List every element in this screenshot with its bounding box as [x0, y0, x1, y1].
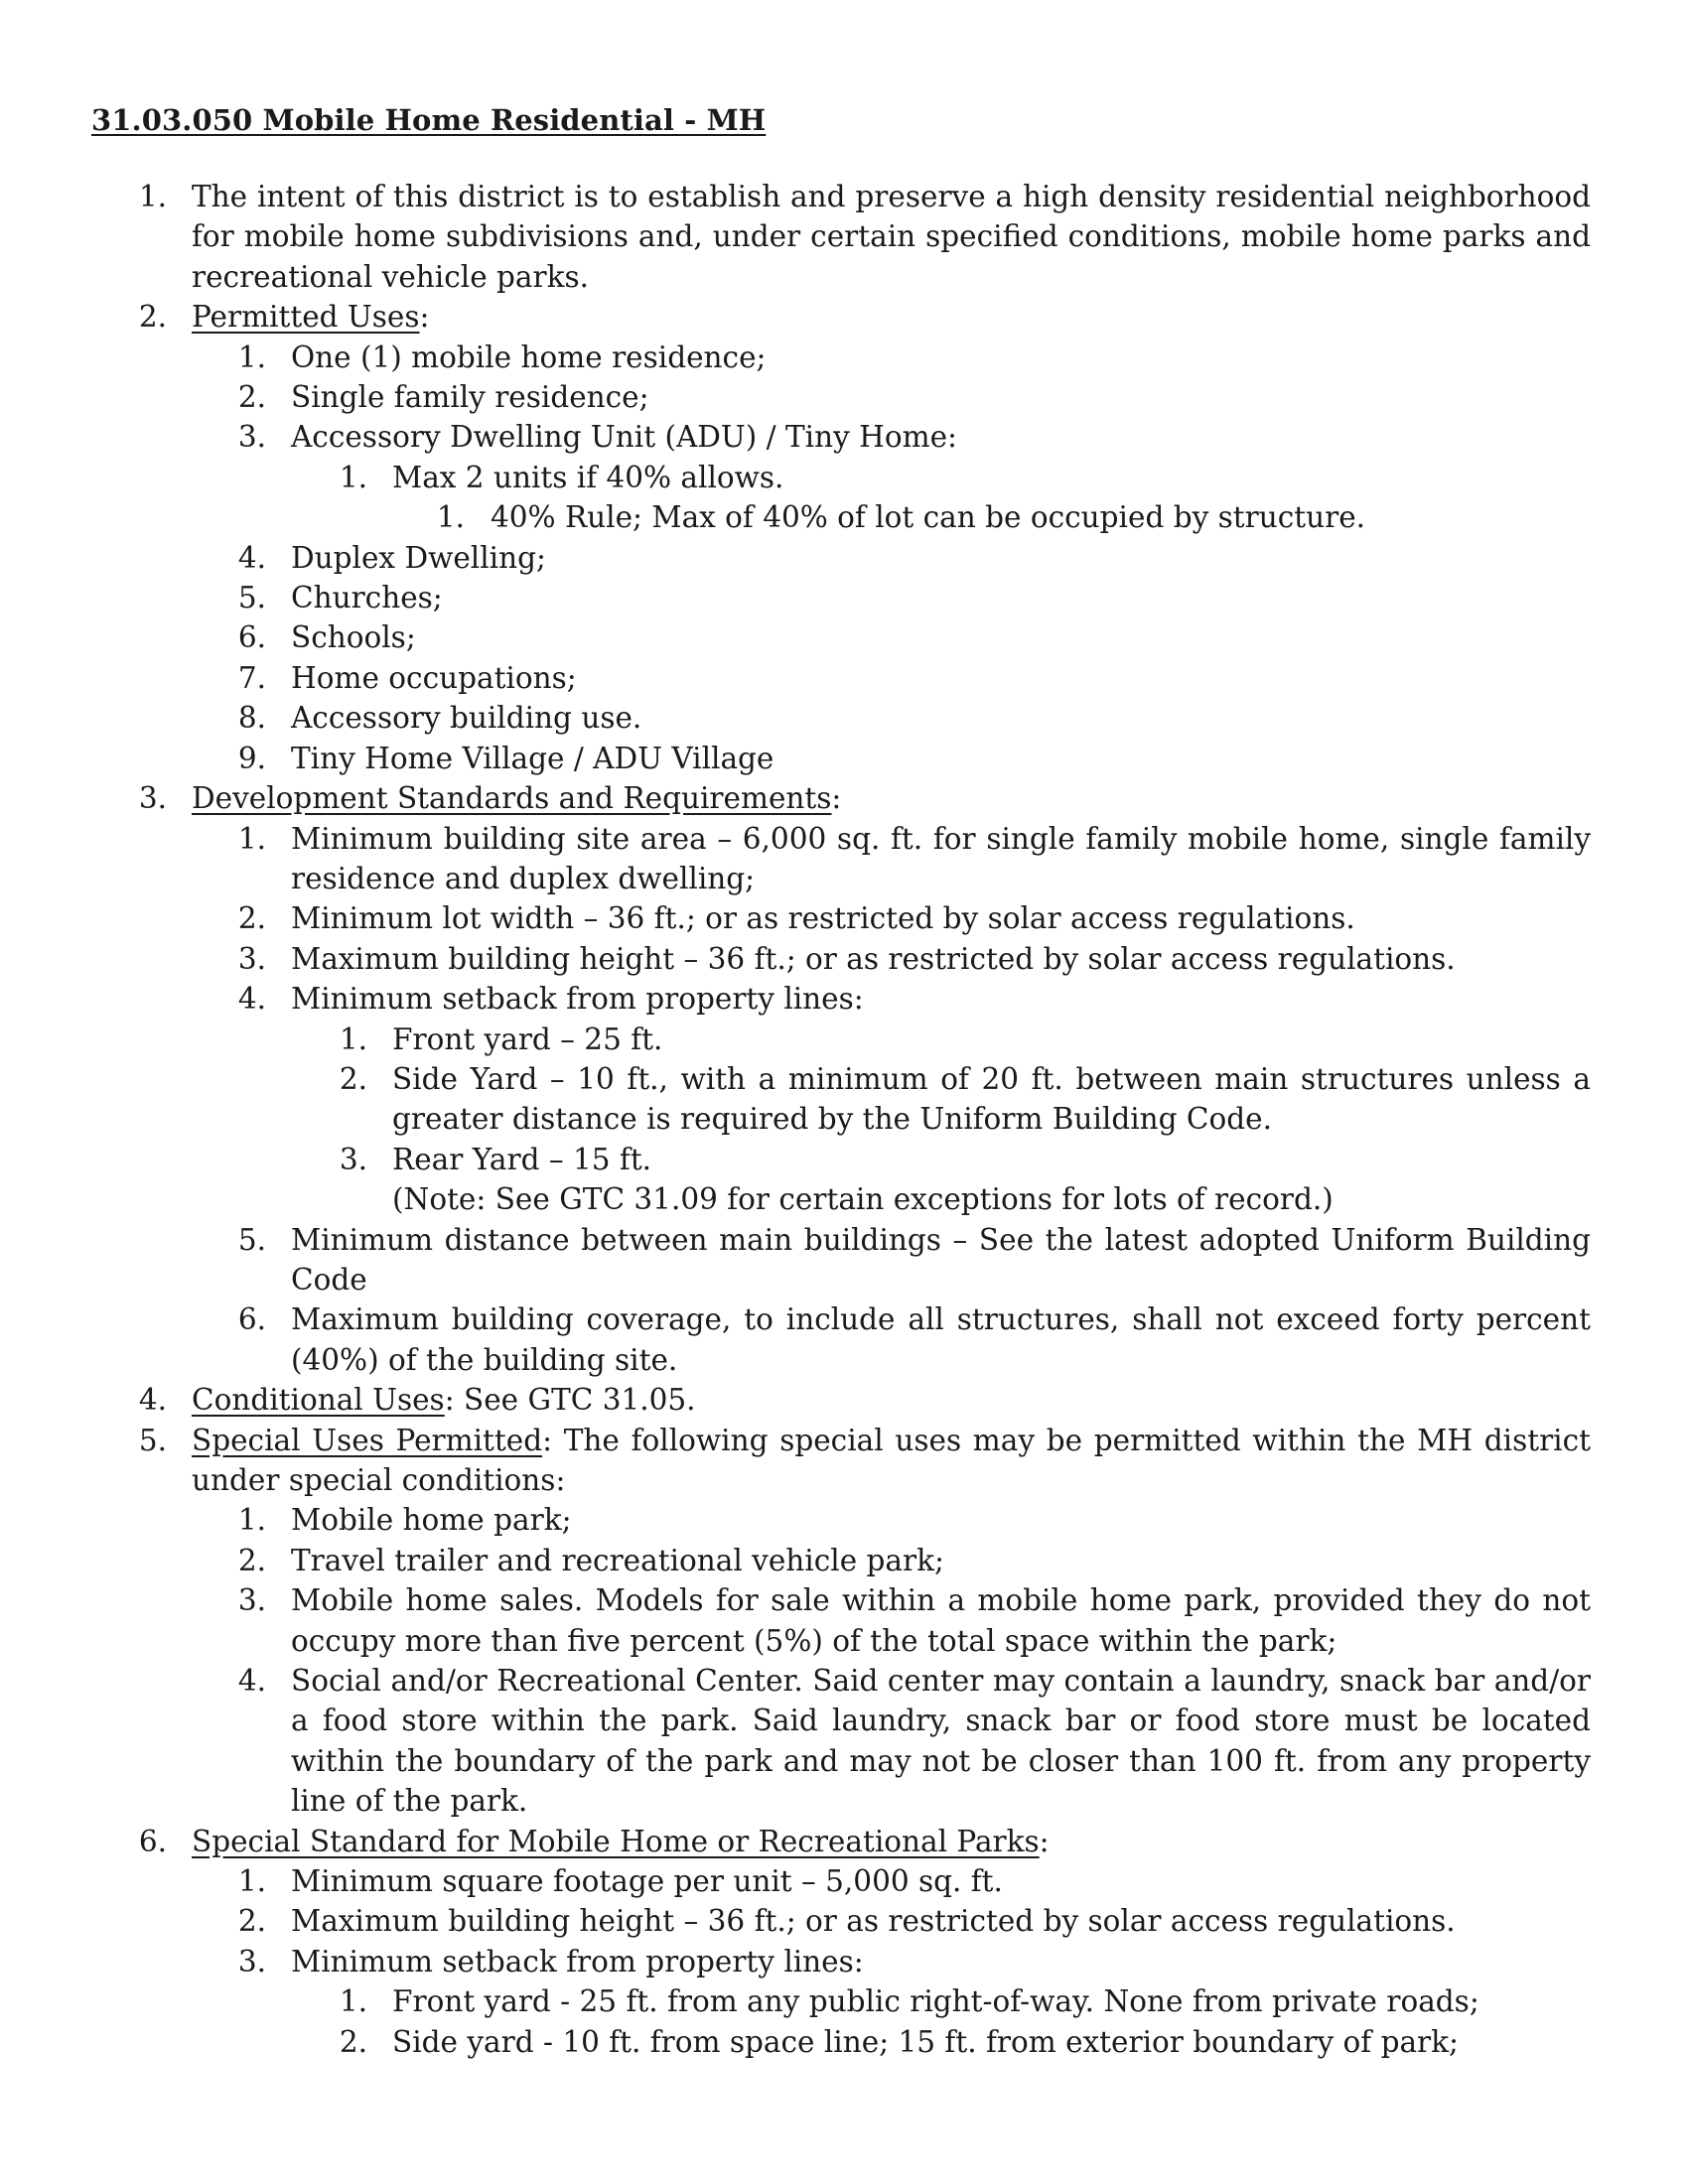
- section-heading: 31.03.050 Mobile Home Residential - MH: [91, 103, 767, 137]
- note-text: [0, 1179, 1688, 1219]
- item-number: 7.: [237, 660, 266, 695]
- item-number: 6.: [237, 1302, 266, 1337]
- list-item: [0, 617, 1688, 657]
- list-item: [0, 1942, 1688, 1981]
- item-text: [192, 1822, 1591, 1861]
- item-number: 1.: [237, 1864, 266, 1899]
- item-text: Accessory building use.: [291, 701, 642, 736]
- item-text: Minimum distance between main buildings – See the latest adopted Uniform Building Code: [291, 1222, 1591, 1297]
- item-text: [192, 1421, 1591, 1501]
- item-text: Single family residence;: [291, 380, 649, 415]
- list-item: [0, 1861, 1688, 1901]
- list-item: [0, 417, 1688, 457]
- list-item: [0, 2022, 1688, 2062]
- list-item: [0, 658, 1688, 698]
- item-text: Maximum building coverage, to include all structures, shall not exceed forty percent (40%) of the building site.: [291, 1302, 1591, 1377]
- item-number: 9.: [237, 741, 266, 775]
- list-item: [0, 739, 1688, 778]
- item-number: 5.: [138, 1423, 167, 1457]
- list-item: [0, 458, 1688, 497]
- item-text: Minimum square footage per unit – 5,000 sq. ft.: [291, 1864, 1003, 1899]
- subsection-suffix: : See GTC 31.05.: [444, 1383, 696, 1418]
- item-text: Tiny Home Village / ADU Village: [291, 741, 774, 775]
- list-item: [0, 1822, 1688, 1861]
- item-number: 4.: [237, 540, 266, 575]
- item-number: 4.: [237, 1664, 266, 1699]
- item-text: Mobile home park;: [291, 1503, 572, 1538]
- list-item: [0, 898, 1688, 938]
- list-item: [0, 1421, 1688, 1501]
- list-item: [0, 698, 1688, 738]
- item-text: Accessory Dwelling Unit (ADU) / Tiny Home:: [291, 420, 957, 455]
- subsection-suffix: :: [419, 300, 430, 335]
- subsection-suffix: : The following special uses may be permitted within the MH district under special conditions:: [192, 1423, 1591, 1497]
- item-number: 4.: [237, 982, 266, 1017]
- item-number: 1.: [339, 1022, 367, 1056]
- item-number: 3.: [237, 420, 266, 455]
- item-text: Rear Yard – 15 ft.: [392, 1142, 652, 1176]
- item-number: 3.: [237, 1944, 266, 1979]
- item-number: 3.: [237, 941, 266, 976]
- item-number: 1.: [138, 180, 167, 213]
- list-item: [0, 939, 1688, 979]
- list-item: [0, 1901, 1688, 1941]
- item-text: The intent of this district is to establish and preserve a high density residential neighborhood for mobile home subdivisions and, under certain specified conditions, mobile home parks and recreational vehicle parks.: [192, 180, 1591, 294]
- list-item: [0, 819, 1688, 899]
- item-text: Side yard - 10 ft. from space line; 15 ft. from exterior boundary of park;: [392, 2024, 1459, 2059]
- item-text: Maximum building height – 36 ft.; or as restricted by solar access regulations.: [291, 1904, 1456, 1939]
- item-text: Duplex Dwelling;: [291, 540, 546, 575]
- subsection-title: Development Standards and Requirements: [192, 781, 832, 816]
- item-text: Front yard – 25 ft.: [392, 1022, 663, 1056]
- item-text: Schools;: [291, 620, 416, 655]
- subsection-title: Special Standard for Mobile Home or Recreational Parks: [192, 1824, 1040, 1858]
- item-text: Minimum building site area – 6,000 sq. ft. for single family mobile home, single family residence and duplex dwelling;: [291, 821, 1591, 895]
- item-number: 2.: [138, 300, 167, 335]
- item-number: 1.: [237, 340, 266, 374]
- item-text: Social and/or Recreational Center. Said center may contain a laundry, snack bar and/or a food store within the park. Said laundry, snack bar or food store must be located within the boundary of the park and may not be closer than 100 ft. from any property line of the park.: [291, 1664, 1591, 1819]
- item-text: 40% Rule; Max of 40% of lot can be occupied by structure.: [491, 500, 1366, 535]
- item-text: Minimum lot width – 36 ft.; or as restricted by solar access regulations.: [291, 901, 1355, 936]
- item-text: Maximum building height – 36 ft.; or as restricted by solar access regulations.: [291, 941, 1456, 976]
- item-text: Home occupations;: [291, 660, 577, 695]
- list-item: [0, 1981, 1688, 2021]
- list-item: [0, 497, 1688, 537]
- item-number: 1.: [339, 460, 367, 494]
- list-item: [0, 1140, 1688, 1179]
- item-number: 3.: [339, 1142, 367, 1176]
- item-number: 5.: [237, 581, 266, 615]
- item-text: One (1) mobile home residence;: [291, 340, 767, 374]
- list-item: [0, 377, 1688, 417]
- subsection-title: Special Uses Permitted: [192, 1423, 543, 1457]
- list-item: [0, 979, 1688, 1019]
- item-number: 6.: [138, 1824, 167, 1858]
- list-item: [0, 1220, 1688, 1300]
- item-number: 3.: [237, 1583, 266, 1618]
- item-text: [192, 297, 1591, 337]
- list-item: [0, 578, 1688, 617]
- item-text: [192, 778, 1591, 818]
- list-item: [0, 1580, 1688, 1661]
- list-item: [0, 177, 1688, 297]
- list-item: [0, 778, 1688, 818]
- item-number: 2.: [237, 380, 266, 415]
- item-number: 8.: [237, 701, 266, 736]
- list-item: [0, 538, 1688, 578]
- item-text: Front yard - 25 ft. from any public right-of-way. None from private roads;: [392, 1984, 1479, 2019]
- item-text: Max 2 units if 40% allows.: [392, 460, 784, 494]
- item-number: 2.: [237, 901, 266, 936]
- note-content: (Note: See GTC 31.09 for certain exceptions for lots of record.): [392, 1182, 1334, 1217]
- item-text: Minimum setback from property lines:: [291, 1944, 864, 1979]
- item-number: 2.: [339, 2024, 367, 2059]
- list-item: [0, 1020, 1688, 1059]
- subsection-suffix: :: [1039, 1824, 1050, 1858]
- item-number: 3.: [138, 781, 167, 816]
- list-item: [0, 1661, 1688, 1822]
- item-number: 1.: [436, 500, 465, 535]
- list-item: [0, 1380, 1688, 1420]
- item-number: 6.: [237, 620, 266, 655]
- item-text: Travel trailer and recreational vehicle park;: [291, 1543, 944, 1577]
- subsection-title: Permitted Uses: [192, 300, 420, 335]
- list-item: [0, 1299, 1688, 1380]
- item-text: Mobile home sales. Models for sale within a mobile home park, provided they do not occupy more than five percent (5%) of the total space within the park;: [291, 1583, 1591, 1658]
- list-item: [0, 1500, 1688, 1540]
- item-number: 2.: [237, 1543, 266, 1577]
- section-list: [0, 177, 1688, 2062]
- item-number: 1.: [339, 1984, 367, 2019]
- item-number: 5.: [237, 1222, 266, 1257]
- item-number: 2.: [339, 1061, 367, 1096]
- item-number: 4.: [138, 1383, 167, 1418]
- item-text: Churches;: [291, 581, 443, 615]
- subsection-title: Conditional Uses: [192, 1383, 445, 1418]
- subsection-suffix: :: [831, 781, 842, 816]
- item-text: Minimum setback from property lines:: [291, 982, 864, 1017]
- item-text: [192, 1380, 1591, 1420]
- item-number: 1.: [237, 821, 266, 856]
- item-text: Side Yard – 10 ft., with a minimum of 20 ft. between main structures unless a greater distance is required by the Uniform Building Code.: [392, 1061, 1591, 1137]
- list-item: [0, 297, 1688, 337]
- list-item: [0, 338, 1688, 377]
- item-number: 1.: [237, 1503, 266, 1538]
- list-item: [0, 1541, 1688, 1580]
- item-number: 2.: [237, 1904, 266, 1939]
- list-item: [0, 1059, 1688, 1140]
